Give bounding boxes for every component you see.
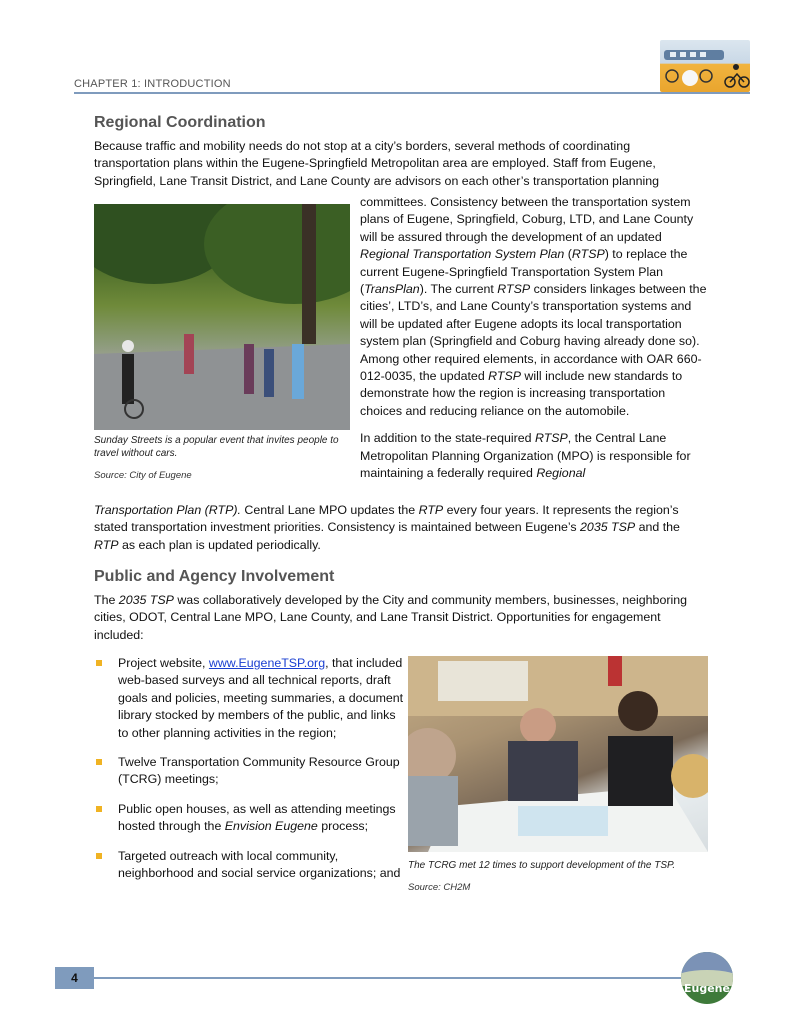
text-run: Targeted outreach with local community, neighborhood and social service organizations; and [118, 848, 401, 881]
section-title-regional-coordination: Regional Coordination [94, 114, 266, 131]
italic-run: 2035 TSP [580, 520, 636, 535]
bullet-square-icon [96, 660, 102, 666]
regional-wrap-column [360, 194, 710, 483]
text-run: will include new standards to demonstrate how the region is increasing transportation choices and reducing reliance on the automobile. [360, 369, 683, 418]
list-item [118, 754, 408, 789]
text-run: as each plan is updated periodically. [118, 537, 321, 552]
regional-paragraph-2 [360, 194, 710, 420]
italic-run: TransPlan [364, 282, 420, 297]
text-run: considers linkages between the cities’, LTD’s, and Lane County’s transportation systems and will be updated after Eugene adopts its local transportation system plan (Springfield and Coburg having already done so). Among other required elements, in accordance with OAR 660-012-0035, the updated [360, 282, 707, 384]
logo-text: Eugene [684, 982, 730, 995]
italic-run: RTSP [497, 282, 531, 297]
italic-run: RTSP [534, 431, 568, 446]
figure1-caption: Sunday Streets is a popular event that invites people to travel without cars. [94, 435, 339, 459]
text-run: committees. Consistency between the transportation system plans of Eugene, Springfield, Coburg, LTD, and Lane County will be assured through the development of an updated [360, 195, 694, 244]
text-run: The [94, 593, 119, 607]
text-run: Project website, [118, 656, 209, 670]
footer-rule [94, 977, 694, 979]
italic-run: 2035 TSP [118, 593, 174, 607]
sunday-streets-photo [94, 204, 350, 430]
section-public-involvement [94, 568, 706, 644]
tcrg-meeting-photo [408, 656, 708, 852]
section-title-public-involvement: Public and Agency Involvement [94, 568, 335, 585]
header-rule [74, 92, 750, 94]
figure2-caption: The TCRG met 12 times to support development of the TSP. [408, 860, 676, 871]
text-run: Central Lane MPO updates the [240, 503, 419, 517]
header-illustration [660, 40, 750, 92]
italic-run: Transportation Plan (RTP). [94, 503, 241, 517]
text-run: ). The current [419, 282, 498, 297]
italic-run: RTSP [571, 247, 605, 262]
text-run: was collaboratively developed by the City and community members, businesses, neighboring cities, ODOT, Central Lane MPO, Lane County, and Lane Transit District. Opportunities for engagement included: [94, 593, 688, 642]
page-number: 4 [55, 967, 94, 989]
text-run: , that included web-based surveys and all technical reports, draft goals and policies, meeting summaries, a document library stocked by members of the public, and links to other planning activities in the region; [118, 656, 404, 740]
list-item [118, 801, 408, 836]
eugene-tsp-link[interactable]: www.EugeneTSP.org [208, 656, 326, 670]
regional-paragraph-3-continued [94, 502, 706, 554]
italic-run: RTP [94, 537, 119, 552]
text-run: process; [317, 819, 369, 834]
regional-continuation [94, 502, 706, 554]
figure1-source: Source: City of Eugene [94, 470, 192, 481]
bullet-square-icon [96, 759, 102, 765]
text-run: , the Central Lane Metropolitan Planning Organization (MPO) is responsible for maintaining a federally required [360, 431, 691, 481]
italic-run: Envision Eugene [224, 819, 318, 834]
public-intro-paragraph [94, 592, 706, 644]
regional-intro-paragraph: Because traffic and mobility needs do not stop at a city’s borders, several methods of coordinating transportation plans within the Eugene-Springfield Metropolitan area are employed. Staff from Eugene, Springfield, Lane Transit District, and Lane County are advisors on each other’s transportation planning [94, 139, 660, 188]
list-item [118, 655, 408, 742]
italic-run: RTP [418, 503, 444, 517]
eugene-logo [681, 952, 733, 1004]
text-run: Twelve Transportation Community Resource Group (TCRG) meetings; [118, 755, 400, 787]
bullet-square-icon [96, 853, 102, 859]
italic-run: RTSP [488, 369, 521, 384]
text-run: In addition to the state-required [360, 431, 535, 446]
figure2-source: Source: CH2M [408, 882, 471, 893]
regional-paragraph-3 [360, 430, 710, 482]
figure-tcrg-meeting [408, 656, 708, 893]
text-run: and the [635, 520, 680, 535]
bullet-square-icon [96, 806, 102, 812]
text-run: ( [564, 247, 572, 262]
list-item [118, 848, 408, 883]
section-regional-coordination [94, 114, 706, 190]
italic-run: Regional [536, 466, 586, 481]
engagement-list [118, 655, 408, 894]
italic-run: Regional Transportation System Plan [360, 247, 565, 262]
text-run: Public open houses, as well as attending meetings hosted through the [118, 801, 396, 834]
text-run: ) to replace the current Eugene-Springfield Transportation System Plan ( [360, 247, 688, 297]
text-run: every four years. It represents the region’s stated transportation investment priorities. Consistency is maintained between Eugene’s [94, 503, 679, 535]
chapter-label: CHAPTER 1: INTRODUCTION [74, 78, 231, 90]
figure-sunday-streets [94, 204, 350, 481]
